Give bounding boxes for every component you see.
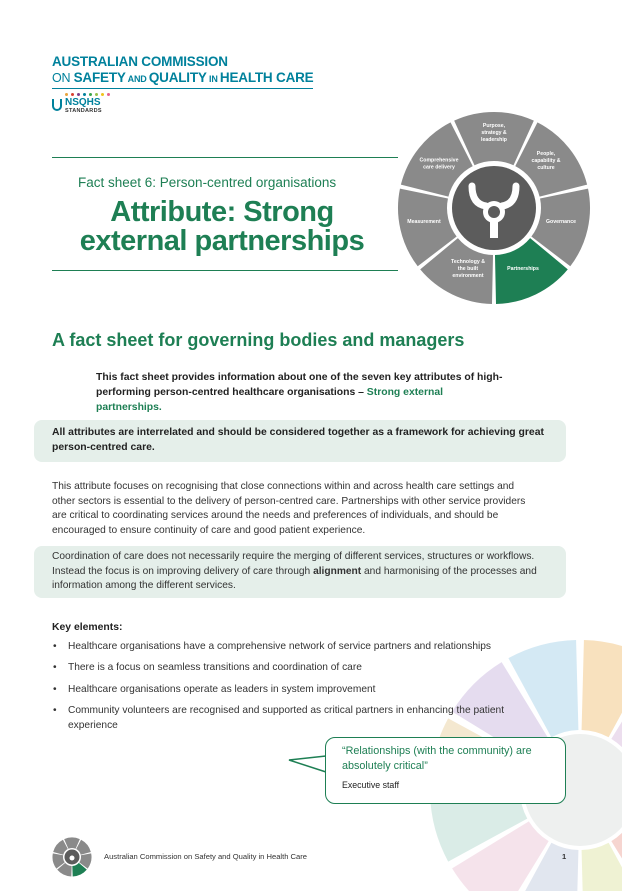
footer-org: Australian Commission on Safety and Quality in Health Care	[104, 852, 308, 861]
nsqhs-text: NSQHS	[65, 97, 101, 108]
wheel-segment-label: Technology & the built environment	[451, 259, 485, 279]
quote-tail-icon	[287, 752, 329, 776]
key-elements-label: Key elements:	[52, 622, 123, 633]
factsheet-subtitle: Fact sheet 6: Person-centred organisations	[78, 175, 337, 190]
coordination-callout	[34, 546, 566, 598]
decorative-segment	[582, 843, 622, 891]
key-elements-list	[52, 640, 522, 740]
footer-person-icon	[70, 856, 75, 861]
person-body-icon	[490, 222, 498, 238]
coordination-bold: alignment	[313, 565, 362, 577]
logo-word-safety: SAFETY	[73, 70, 126, 85]
bullet-icon: •	[53, 662, 57, 674]
nsqhs-dot	[107, 93, 110, 96]
header-rule-top	[52, 157, 398, 158]
nsqhs-sub: STANDARDS	[65, 108, 102, 114]
person-head-hole	[488, 206, 500, 218]
bullet-icon: •	[53, 641, 57, 652]
attribute-description: This attribute focuses on recognising that close connections within and across health care settings and other sectors is essential to the delivery of person-centred care. Partnerships with other service providers are critical to coordinating services around the needs and preferences of individuals, and should be encouraged to ensure continuity of care and good patient experience.	[52, 481, 526, 536]
header-rule-bottom	[52, 270, 398, 271]
nsqhs-dot	[77, 93, 80, 96]
list-item-text: Healthcare organisations have a comprehensive network of service partners and relationships	[68, 641, 492, 652]
wheel-segment-label: People, capability & culture	[531, 151, 561, 171]
page-number: 1	[562, 852, 567, 861]
wheel-segment-label: Governance	[546, 219, 576, 225]
nsqhs-dot	[89, 93, 92, 96]
logo-word-on: ON	[52, 71, 74, 85]
page-title	[52, 198, 392, 256]
wheel-segment-label: Measurement	[407, 219, 441, 225]
coordination-text-b: and harmonising of the processes and information among the different services.	[52, 565, 537, 592]
coordination-text-a: Coordination of care does not necessarily require the merging of different services, structures or workflows. Instead the focus is on improving delivery of care through	[52, 551, 535, 577]
intro-highlight: Strong external partnerships.	[96, 387, 444, 413]
attribute-wheel	[396, 110, 592, 306]
bullet-icon: •	[53, 705, 57, 717]
nsqhs-mark-icon	[52, 99, 62, 111]
page-title-line1: Attribute: Strong	[110, 196, 334, 228]
bullet-icon: •	[53, 683, 57, 695]
wheel-segment-label: Comprehensive care delivery	[419, 157, 459, 171]
logo-word-and: AND	[125, 74, 149, 84]
nsqhs-dot	[101, 93, 104, 96]
list-item	[52, 640, 522, 655]
quote-box	[325, 737, 566, 804]
quote-text: “Relationships (with the community) are absolutely critical”	[342, 745, 532, 772]
list-item	[52, 683, 522, 698]
quote-source: Executive staff	[342, 780, 400, 790]
nsqhs-dot	[95, 93, 98, 96]
nsqhs-dot	[65, 93, 68, 96]
page-title-line2: external partnerships	[79, 225, 365, 257]
intro-body: This fact sheet provides information about one of the seven key attributes of high-performing person-centred healthcare organisations –	[96, 372, 503, 398]
section-heading: A fact sheet for governing bodies and managers	[52, 330, 465, 350]
intro-text	[96, 370, 506, 415]
wheel-segment-label: Partnerships	[507, 266, 539, 272]
logo-line1: AUSTRALIAN COMMISSION	[52, 54, 228, 69]
nsqhs-dot	[71, 93, 74, 96]
wheel-segment-label: Purpose, strategy & leadership	[481, 123, 507, 143]
interrelated-callout: All attributes are interrelated and should be considered together as a framework for achieving great person-centred care.	[34, 420, 566, 462]
decorative-segment	[582, 640, 622, 737]
nsqhs-dot	[83, 93, 86, 96]
list-item-text: There is a focus on seamless transitions and coordination of care	[68, 662, 362, 674]
list-item	[52, 704, 522, 733]
nsqhs-dots	[65, 93, 110, 96]
nsqhs-logo	[52, 93, 110, 114]
logo-word-quality: QUALITY	[148, 70, 207, 85]
logo-line2	[52, 70, 313, 89]
footer-wheel-icon	[52, 837, 92, 877]
logo-word-health: HEALTH CARE	[219, 70, 314, 85]
commission-logo	[52, 54, 313, 89]
list-item-text: Community volunteers are recognised and supported as critical partners in enhancing the patient experience	[68, 705, 505, 731]
logo-word-in: IN	[206, 74, 220, 84]
list-item	[52, 661, 522, 676]
list-item-text: Healthcare organisations operate as leaders in system improvement	[68, 683, 376, 695]
